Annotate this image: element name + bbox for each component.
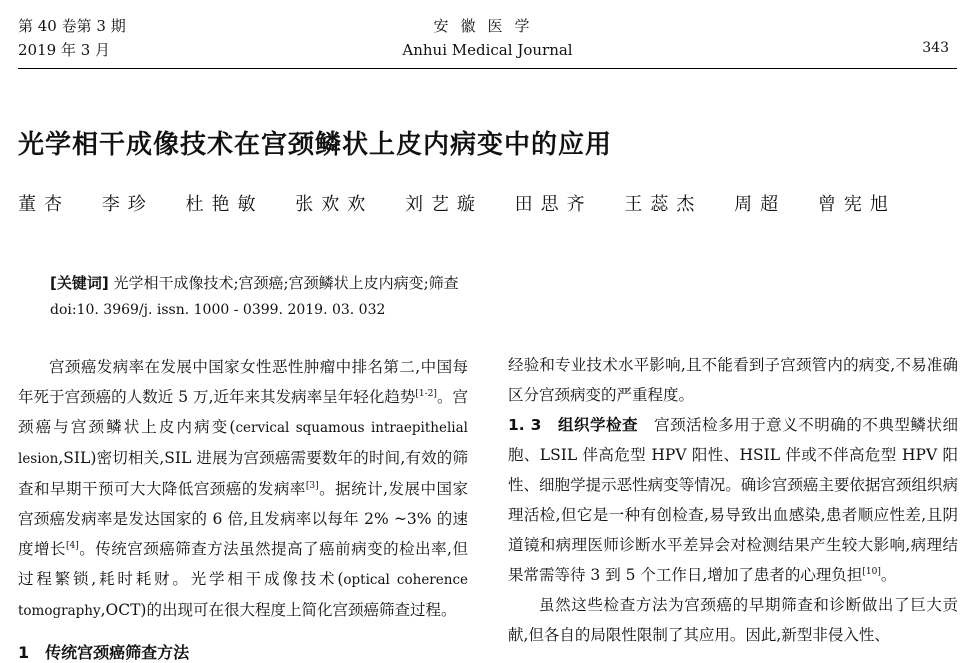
author: 杜艳敏 bbox=[185, 194, 264, 215]
running-header-center bbox=[0, 14, 975, 62]
citation: [4] bbox=[65, 540, 79, 551]
journal-name-en: Anhui Medical Journal bbox=[402, 41, 573, 59]
header-rule bbox=[18, 68, 957, 69]
author: 刘艺璇 bbox=[404, 194, 483, 215]
author: 张欢欢 bbox=[295, 194, 374, 215]
intro-paragraph: 宫颈癌发病率在发展中国家女性恶性肿瘤中排名第二,中国每年死于宫颈癌的人数近 5 万,近年来其发病率呈年轻化趋势[1-2]。宫颈癌与宫颈鳞状上皮内病变(cervical squamous intraepithelial lesion,SIL)密切相关,SIL 进展为宫颈癌需要数年的时间,有效的筛查和早期干预可大大降低宫颈癌的发病率[3]。据统计,发展中国家宫颈癌发病率是发达国家的 6 倍,且发病率以每年 2% ~3% 的速度增长[4]。传统宫颈癌筛查方法虽然提高了癌前病变的检出率,但过程繁锁,耗时耗财。光学相干成像技术(optical coherence tomography,OCT)的出现可在很大程度上简化宫颈癌筛查过程。 bbox=[18, 358, 468, 619]
keywords bbox=[50, 270, 459, 296]
author: 曾宪旭 bbox=[817, 194, 896, 215]
author-list bbox=[18, 190, 922, 216]
issue-date: 2019 年 3 月 bbox=[18, 41, 111, 59]
keywords-label: [关键词] bbox=[50, 274, 109, 292]
citation: [3] bbox=[305, 480, 319, 491]
subsection-paragraph: 1. 3 组织学检查 宫颈活检多用于意义不明确的不典型鳞状细胞、LSIL 伴高危型 HPV 阳性、HSIL 伴或不伴高危型 HPV 阳性、细胞学提示恶性病变等情况。确诊宫颈癌主要依据宫颈组织病理活检,但它是一种有创检查,易导致出血感染,患者顺应性差,且阴道镜和病理医师诊断水平差异会对检测结果产生较大影响,病理结果常需等待 3 到 5 个工作日,增加了患者的心理负担[10]。 bbox=[508, 416, 958, 584]
author: 田思齐 bbox=[514, 194, 593, 215]
author: 王蕊杰 bbox=[624, 194, 703, 215]
section-heading: 1 传统宫颈癌筛查方法 bbox=[18, 643, 190, 662]
author: 董杏 bbox=[18, 194, 70, 215]
keywords-text: 光学相干成像技术;宫颈癌;宫颈鳞状上皮内病变;筛查 bbox=[113, 274, 459, 292]
paragraph: 虽然这些检查方法为宫颈癌的早期筛查和诊断做出了巨大贡献,但各自的局限性限制了其应用。因此,新型非侵入性、 bbox=[508, 596, 958, 644]
citation: [10] bbox=[862, 566, 881, 577]
left-column bbox=[18, 352, 468, 626]
page-number: 343 bbox=[922, 40, 949, 56]
article-title: 光学相干成像技术在宫颈鳞状上皮内病变中的应用 bbox=[18, 130, 613, 160]
author: 李珍 bbox=[101, 194, 154, 215]
right-column bbox=[508, 350, 958, 650]
volume-issue: 第 40 卷第 3 期 bbox=[18, 17, 126, 35]
author: 周超 bbox=[734, 194, 787, 215]
paragraph: 经验和专业技术水平影响,且不能看到子宫颈管内的病变,不易准确区分宫颈病变的严重程度。 bbox=[508, 356, 958, 404]
citation: [1-2] bbox=[415, 388, 437, 399]
subsection-title: 组织学检查 bbox=[557, 416, 639, 434]
journal-name-cn: 安徽医学 bbox=[433, 17, 542, 35]
doi: doi:10. 3969/j. issn. 1000 - 0399. 2019. 03. 032 bbox=[50, 302, 386, 318]
subsection-number: 1. 3 bbox=[508, 416, 542, 434]
